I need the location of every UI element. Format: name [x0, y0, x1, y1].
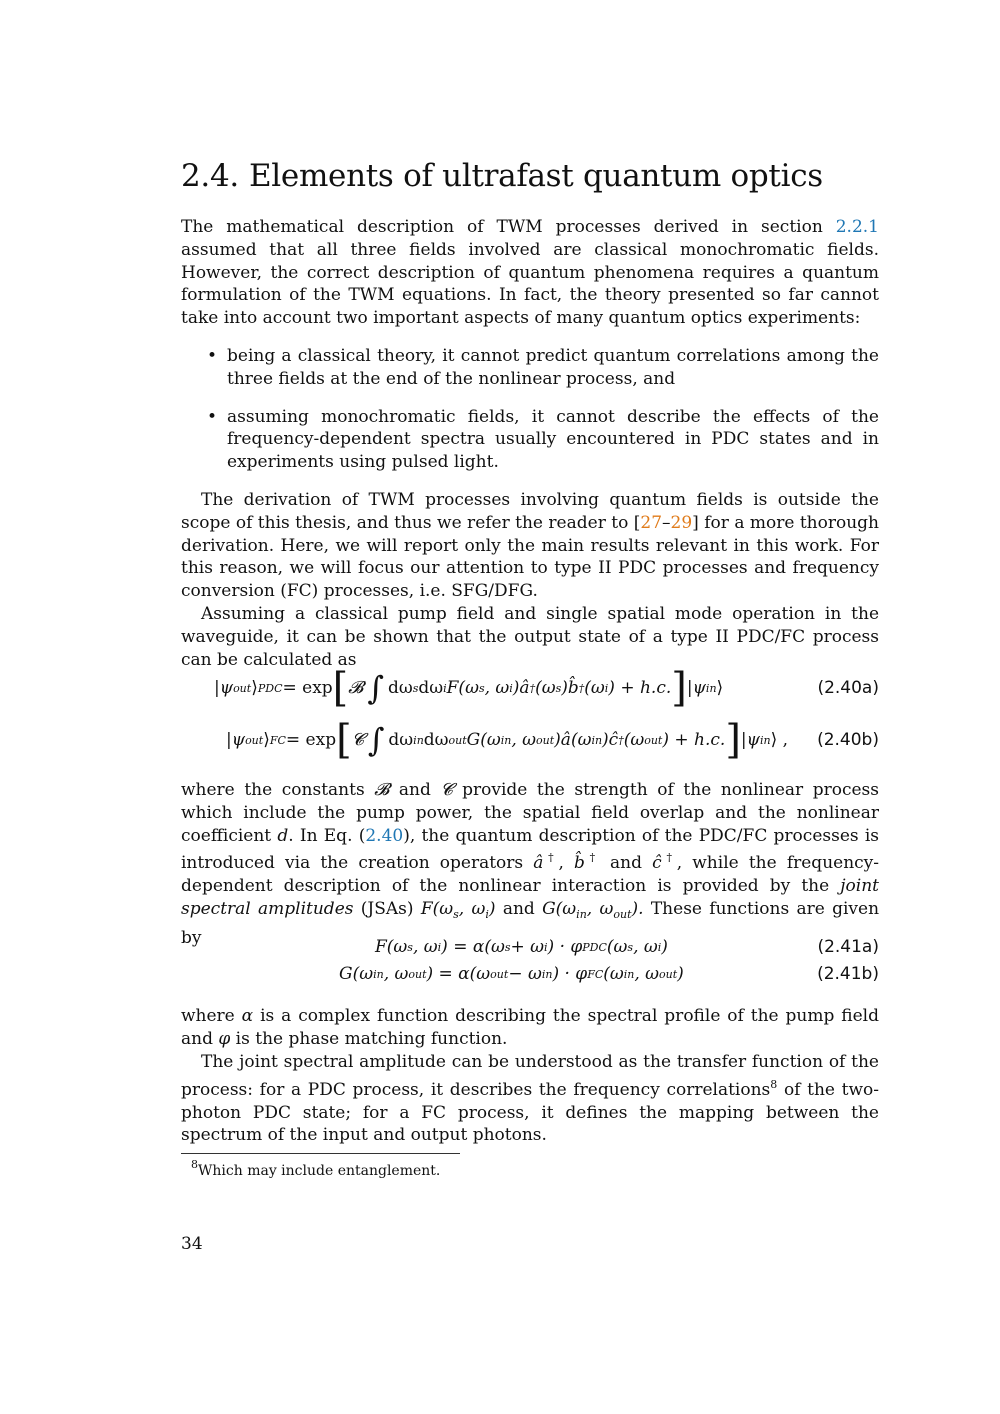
- math: s: [627, 940, 634, 954]
- math: FC: [269, 733, 286, 747]
- equation-number: (2.41b): [817, 964, 879, 984]
- equation-number: (2.41a): [817, 937, 879, 957]
- math: , ω: [634, 964, 660, 984]
- math: in: [591, 733, 603, 747]
- math: in: [759, 733, 771, 747]
- equation-2-41b: [181, 961, 879, 987]
- footnote-divider: [181, 1153, 460, 1154]
- text: ,: [558, 853, 574, 874]
- footnote-mark[interactable]: 8: [770, 1077, 778, 1091]
- text: . In Eq. (: [288, 825, 366, 846]
- equation-2-40a: [181, 665, 879, 711]
- math: dω: [418, 678, 444, 698]
- math: F(ω: [420, 898, 454, 919]
- math: ⟩: [251, 678, 258, 698]
- left-bracket: [: [336, 717, 352, 763]
- math: (ω: [623, 730, 645, 750]
- math: b̂: [574, 853, 585, 874]
- math: |ψ: [214, 678, 234, 698]
- math: out: [448, 733, 467, 747]
- math: FC: [587, 967, 604, 981]
- right-bracket: ]: [671, 665, 687, 711]
- text: ), the quantum description of the PDC/FC processes is introduced via the creation operators: [181, 825, 879, 874]
- text: where the constants: [181, 780, 375, 800]
- math: (ω: [584, 678, 605, 698]
- paragraph-constants: [181, 779, 879, 950]
- math: †: [543, 851, 559, 865]
- footnote-mark: 8: [191, 1158, 198, 1171]
- right-bracket: ]: [725, 717, 741, 763]
- math: , ω: [383, 964, 409, 984]
- math: + ω: [510, 937, 544, 957]
- math: ).: [631, 898, 644, 919]
- math: F(ω: [446, 678, 479, 698]
- section-heading: [181, 158, 823, 194]
- text: The joint spectral amplitude can be understood as the transfer function of the process: for a PDC process, it describes the frequency correlations: [181, 1052, 879, 1100]
- text: and: [599, 853, 653, 874]
- footnote-text: Which may include entanglement.: [198, 1163, 441, 1179]
- math: (ω: [606, 937, 628, 957]
- math: in: [705, 681, 717, 695]
- math: ⟩: [263, 730, 270, 750]
- math: out: [613, 907, 632, 921]
- math: i: [443, 681, 447, 695]
- math: )b̂: [561, 678, 579, 698]
- math: s: [453, 907, 459, 921]
- math: )ĉ: [602, 730, 619, 750]
- math: F(ω: [375, 937, 408, 957]
- math: = exp: [285, 730, 337, 750]
- math: s: [412, 681, 419, 695]
- math: (ω: [535, 678, 556, 698]
- integral-icon: ∫: [367, 721, 385, 759]
- text: and: [495, 898, 543, 919]
- text: where: [181, 1006, 242, 1026]
- bullet-icon: •: [207, 346, 218, 366]
- math: G(ω: [466, 730, 501, 750]
- math: ĉ: [652, 853, 662, 874]
- math: PDC: [582, 940, 607, 954]
- math: , ω: [484, 678, 510, 698]
- equation-number: (2.40b): [817, 730, 879, 750]
- math: in: [413, 733, 424, 747]
- left-bracket: [: [332, 665, 349, 711]
- math: ) · φ: [547, 937, 583, 957]
- math: ) = α(ω: [426, 964, 491, 984]
- math: out: [644, 733, 663, 747]
- math: i: [657, 940, 662, 954]
- math: out: [245, 733, 264, 747]
- paragraph-alpha-phi: [181, 1005, 879, 1051]
- math: PDC: [257, 681, 283, 695]
- math: 𝓒: [351, 730, 364, 750]
- math: , ω: [412, 937, 438, 957]
- math: |ψ: [226, 730, 246, 750]
- section-title: Elements of ultrafast quantum optics: [248, 158, 823, 194]
- math: φ: [218, 1028, 231, 1049]
- math: , ω: [511, 730, 537, 750]
- math: = exp: [282, 678, 333, 698]
- math: 𝓒: [440, 780, 453, 800]
- section-ref-link[interactable]: 2.2.1: [835, 217, 879, 237]
- math: ) · φ: [552, 964, 588, 984]
- math: out: [408, 967, 427, 981]
- paragraph-assumption: Assuming a classical pump field and single spatial mode operation in the waveguide, it can be shown that the output state of a type II PDC/FC process can be calculated as: [181, 604, 879, 670]
- text: These functions are given by: [181, 898, 880, 948]
- math: in: [373, 967, 384, 981]
- text: (JSAs): [353, 898, 421, 919]
- math: , ω: [458, 898, 486, 919]
- math: s: [504, 940, 511, 954]
- paragraph-jsa: [181, 1051, 879, 1147]
- list-item-text: assuming monochromatic fields, it cannot describe the effects of the frequency-dependent spectra usually encountered in PDC states and in experiments using pulsed light.: [227, 406, 879, 473]
- math: , ω: [633, 937, 658, 957]
- math: ): [661, 937, 668, 957]
- text: of the two-photon PDC state; for a FC process, it defines the mapping between the spectrum of the input and output photons.: [181, 1079, 879, 1146]
- math: )â(ω: [554, 730, 592, 750]
- equation-2-40b: [181, 717, 879, 763]
- footnote: [191, 1156, 440, 1180]
- math: α: [241, 1006, 254, 1026]
- math: i: [604, 681, 609, 695]
- text: is a complex function describing the spectral profile of the pump field and: [181, 1006, 879, 1049]
- paragraph-derivation: [181, 489, 879, 603]
- math: ) + h.c.: [608, 678, 672, 698]
- text: provide the strength of the nonlinear process which include the pump power, the spatial field overlap and the nonlinear coefficient: [181, 780, 880, 846]
- equation-body: [226, 717, 789, 763]
- text: assumed that all three fields involved are classical monochromatic fields. However, the correct description of quantum phenomena requires a quantum formulation of the TWM equations. In fact, the theory presented so far cannot take into account two important aspects of many quantum optics experiments:: [181, 239, 879, 329]
- math: â: [533, 853, 544, 874]
- math: )â: [512, 678, 530, 698]
- list-item-text: being a classical theory, it cannot predict quantum correlations among the three fields at the end of the nonlinear process, and: [227, 346, 879, 389]
- citation-link[interactable]: 27: [640, 512, 663, 533]
- section-number: 2.4.: [181, 158, 239, 194]
- math: †: [584, 851, 600, 865]
- citation-link[interactable]: 29: [670, 512, 693, 533]
- paragraph-intro: [181, 216, 879, 330]
- math: †: [529, 681, 536, 695]
- math: ⟩ ,: [770, 730, 789, 750]
- math: dω: [423, 730, 449, 750]
- list-item: [181, 406, 879, 474]
- math: out: [536, 733, 555, 747]
- math: s: [555, 681, 562, 695]
- math: d: [277, 825, 289, 846]
- equation-body: [214, 665, 724, 711]
- math: out: [659, 967, 678, 981]
- math: s: [407, 940, 413, 954]
- text: , while the frequency-dependent description of the nonlinear interaction is provided by the: [181, 853, 880, 897]
- math: ): [677, 964, 684, 984]
- integral-icon: ∫: [367, 669, 384, 707]
- math: in: [541, 967, 553, 981]
- math: ) + h.c.: [662, 730, 726, 750]
- equation-number: (2.40a): [817, 678, 879, 698]
- math: in: [623, 967, 635, 981]
- equation-body: [375, 934, 668, 960]
- math: G(ω: [339, 964, 374, 984]
- text: The mathematical description of TWM processes derived in section: [181, 217, 836, 237]
- math: †: [578, 681, 585, 695]
- text: ] for a more thorough derivation. Here, we will report only the main results relevant in this work. For this reason, we will focus our attention to type II PDC processes and frequency conversion (FC) processes, i.e. SFG/DFG.: [181, 512, 880, 602]
- math: 𝓑: [348, 678, 364, 698]
- math: (ω: [603, 964, 624, 984]
- math: − ω: [508, 964, 542, 984]
- math: ) = α(ω: [441, 937, 505, 957]
- math: s: [478, 681, 485, 695]
- math: |ψ: [686, 678, 706, 698]
- list-item: [181, 345, 879, 391]
- text: and: [389, 780, 441, 800]
- text: The derivation of TWM processes involving quantum fields is outside the scope of this thesis, and thus we refer the reader to [: [181, 490, 879, 533]
- math: ): [488, 898, 496, 919]
- page-number: 34: [181, 1234, 203, 1254]
- equation-2-41a: [181, 934, 879, 960]
- math: in: [500, 733, 512, 747]
- bullet-list: [181, 345, 879, 489]
- math: ⟩: [716, 678, 724, 698]
- math: i: [485, 907, 489, 921]
- emphasis: joint spectral amplitudes: [181, 876, 879, 919]
- math: G(ω: [542, 898, 577, 919]
- math: †: [661, 851, 677, 865]
- math: dω: [388, 730, 414, 750]
- equation-body: [339, 961, 684, 987]
- text: –: [662, 512, 671, 533]
- math: i: [437, 940, 442, 954]
- equation-ref-link[interactable]: 2.40: [365, 825, 404, 846]
- math: out: [490, 967, 509, 981]
- math: out: [233, 681, 252, 695]
- math: i: [544, 940, 548, 954]
- math: in: [576, 907, 587, 921]
- bullet-icon: •: [207, 406, 218, 427]
- math: i: [509, 681, 513, 695]
- text: is the phase matching function.: [230, 1028, 508, 1049]
- math: |ψ: [740, 730, 760, 750]
- math: , ω: [586, 898, 614, 919]
- math: dω: [387, 678, 413, 698]
- math: †: [618, 733, 624, 747]
- math: 𝓑: [374, 780, 390, 800]
